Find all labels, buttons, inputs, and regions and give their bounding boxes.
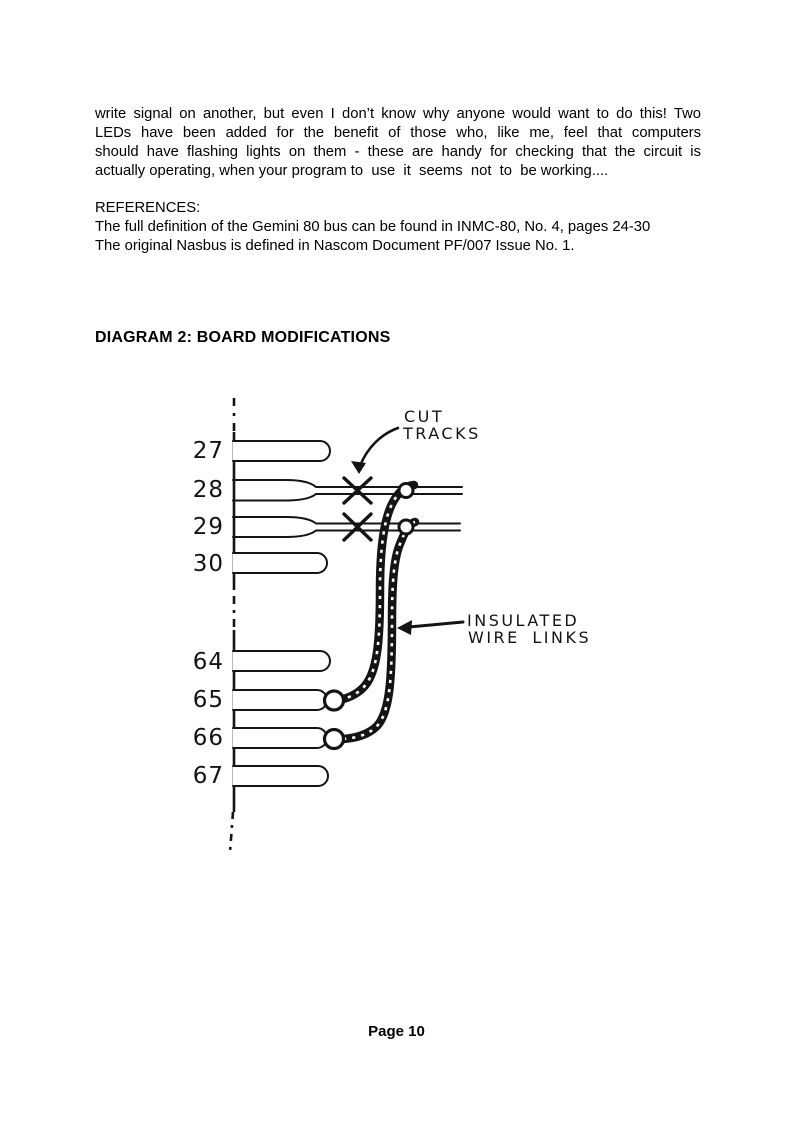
solder-joint-pin-66: [325, 730, 344, 749]
references-section: [95, 199, 701, 256]
finger-65: [233, 690, 327, 710]
wire-links-label-line1: INSULATED: [467, 611, 580, 630]
reference-line: The full definition of the Gemini 80 bus can be found in INMC-80, No. 4, pages 24-30: [95, 219, 651, 235]
pin-label-66: 66: [192, 725, 224, 751]
solder-joint-track-29: [399, 520, 413, 534]
cut-tracks-annotation: [351, 407, 481, 474]
pin-label-30: 30: [192, 551, 224, 577]
pin-label-29: 29: [192, 514, 224, 540]
wire-link-28-to-65: [339, 485, 414, 700]
paragraph-line: actually operating, when your program to use it seems not to be working....: [95, 163, 609, 179]
wire-links-annotation: [397, 611, 591, 647]
finger-66: [233, 728, 327, 748]
pin-label-27: 27: [192, 438, 224, 464]
cut-mark-track-28: [344, 478, 371, 503]
finger-29-with-track: [233, 517, 460, 537]
pin-label-64: 64: [192, 649, 224, 675]
cut-mark-track-29: [344, 514, 371, 540]
solder-joint-track-28: [399, 484, 413, 498]
cut-tracks-arrowhead-icon: [351, 461, 366, 474]
solder-joint-pin-65: [325, 691, 344, 710]
diagram-heading: DIAGRAM 2: BOARD MODIFICATIONS: [95, 329, 391, 346]
pin-label-28: 28: [192, 477, 224, 503]
paragraph-line: write signal on another, but even I don’t know why anyone would want to do this! Two: [95, 106, 701, 122]
wire-links-arrow: [409, 622, 463, 627]
wire-links-label-line2: WIRE LINKS: [468, 628, 592, 647]
page-number: Page 10: [368, 1023, 425, 1040]
references-title: REFERENCES:: [95, 200, 201, 216]
reference-line: The original Nasbus is defined in Nascom Document PF/007 Issue No. 1.: [95, 238, 575, 254]
board-modifications-diagram: [150, 395, 620, 860]
paragraph-line: LEDs have been added for the benefit of those who, like me, feel that computers: [95, 125, 701, 141]
finger-27: [233, 441, 330, 461]
finger-30: [233, 553, 327, 573]
cut-tracks-label-line1: CUT: [404, 407, 445, 426]
finger-67: [233, 766, 328, 786]
body-paragraph: [95, 105, 701, 181]
cut-tracks-arrow: [360, 428, 398, 466]
wire-links-arrowhead-icon: [397, 620, 412, 635]
pin-label-65: 65: [192, 687, 224, 713]
cut-tracks-label-line2: TRACKS: [403, 424, 481, 443]
pin-label-67: 67: [192, 763, 224, 789]
paragraph-line: should have flashing lights on them - these are handy for checking that the circuit is: [95, 144, 701, 160]
finger-64: [233, 651, 330, 671]
